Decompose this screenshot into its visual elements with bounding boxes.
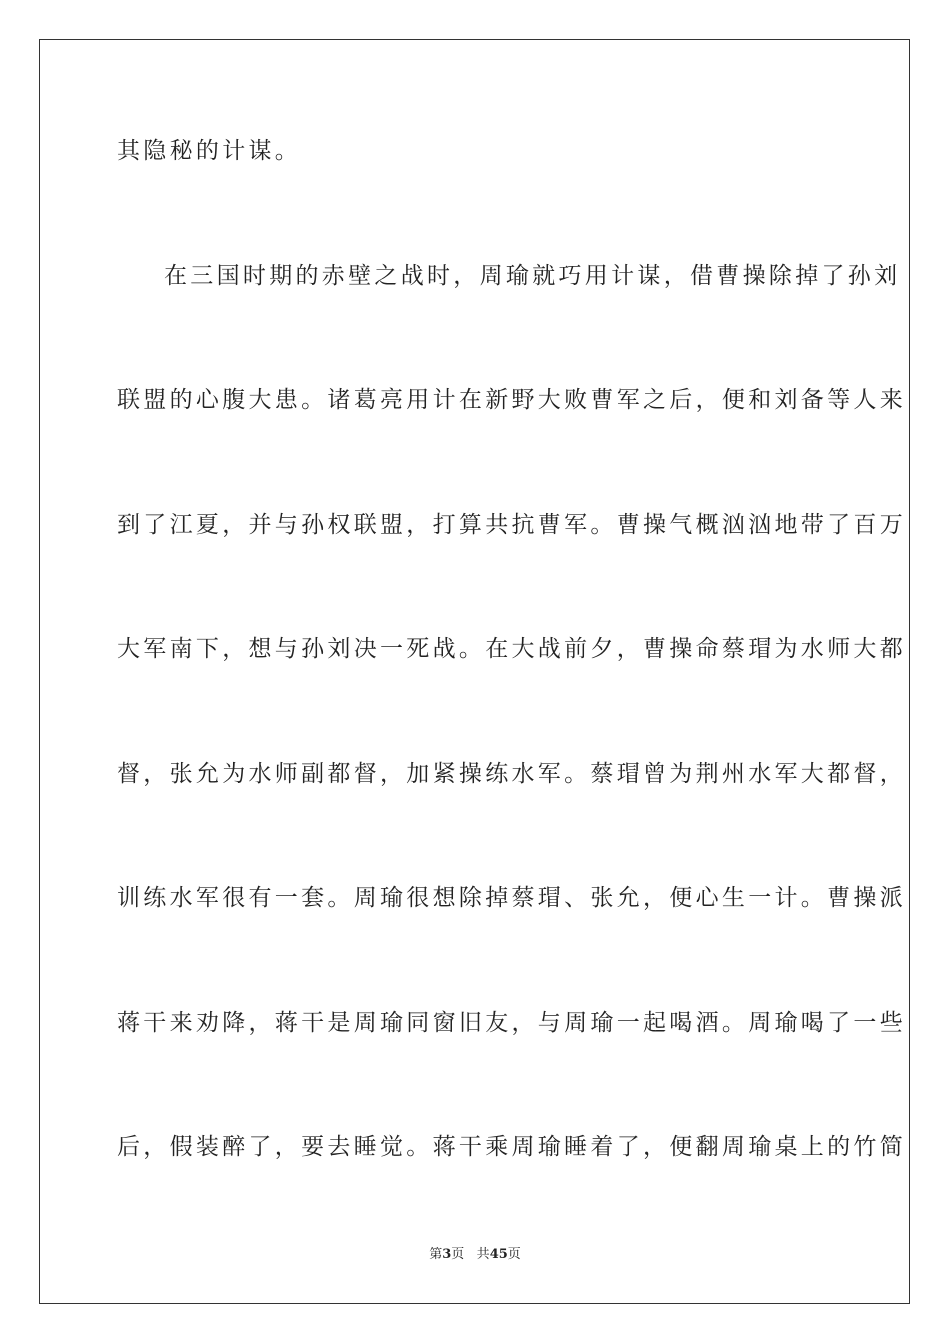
paragraph-line: 督，张允为水师副都督，加紧操练水军。蔡瑁曾为荆州水军大都督，: [117, 761, 906, 787]
paragraph-line: 其隐秘的计谋。: [117, 138, 302, 164]
paragraph-line: 在三国时期的赤壁之战时，周瑜就巧用计谋，借曹操除掉了孙刘: [164, 263, 901, 289]
paragraph-line: 蒋干来劝降，蒋干是周瑜同窗旧友，与周瑜一起喝酒。周瑜喝了一些: [117, 1010, 906, 1036]
paragraph-line: 训练水军很有一套。周瑜很想除掉蔡瑁、张允，便心生一计。曹操派: [117, 885, 906, 911]
footer-total-suffix: 页: [507, 1247, 521, 1262]
page-border: [39, 39, 910, 1304]
footer-total-pages: 45: [489, 1247, 508, 1262]
paragraph-line: 后，假装醉了，要去睡觉。蒋干乘周瑜睡着了，便翻周瑜桌上的竹简: [117, 1134, 906, 1160]
paragraph-line: 到了江夏，并与孙权联盟，打算共抗曹军。曹操气概汹汹地带了百万: [117, 512, 906, 538]
footer-total-prefix: 共: [476, 1247, 490, 1262]
footer-page-prefix: 第: [429, 1247, 443, 1262]
footer-page-number: 3: [442, 1247, 452, 1262]
paragraph-line: 联盟的心腹大患。诸葛亮用计在新野大败曹军之后，便和刘备等人来: [117, 387, 906, 413]
paragraph-line: 大军南下，想与孙刘决一死战。在大战前夕，曹操命蔡瑁为水师大都: [117, 636, 906, 662]
page-footer: [0, 1246, 950, 1264]
footer-page-suffix: 页: [451, 1247, 465, 1262]
